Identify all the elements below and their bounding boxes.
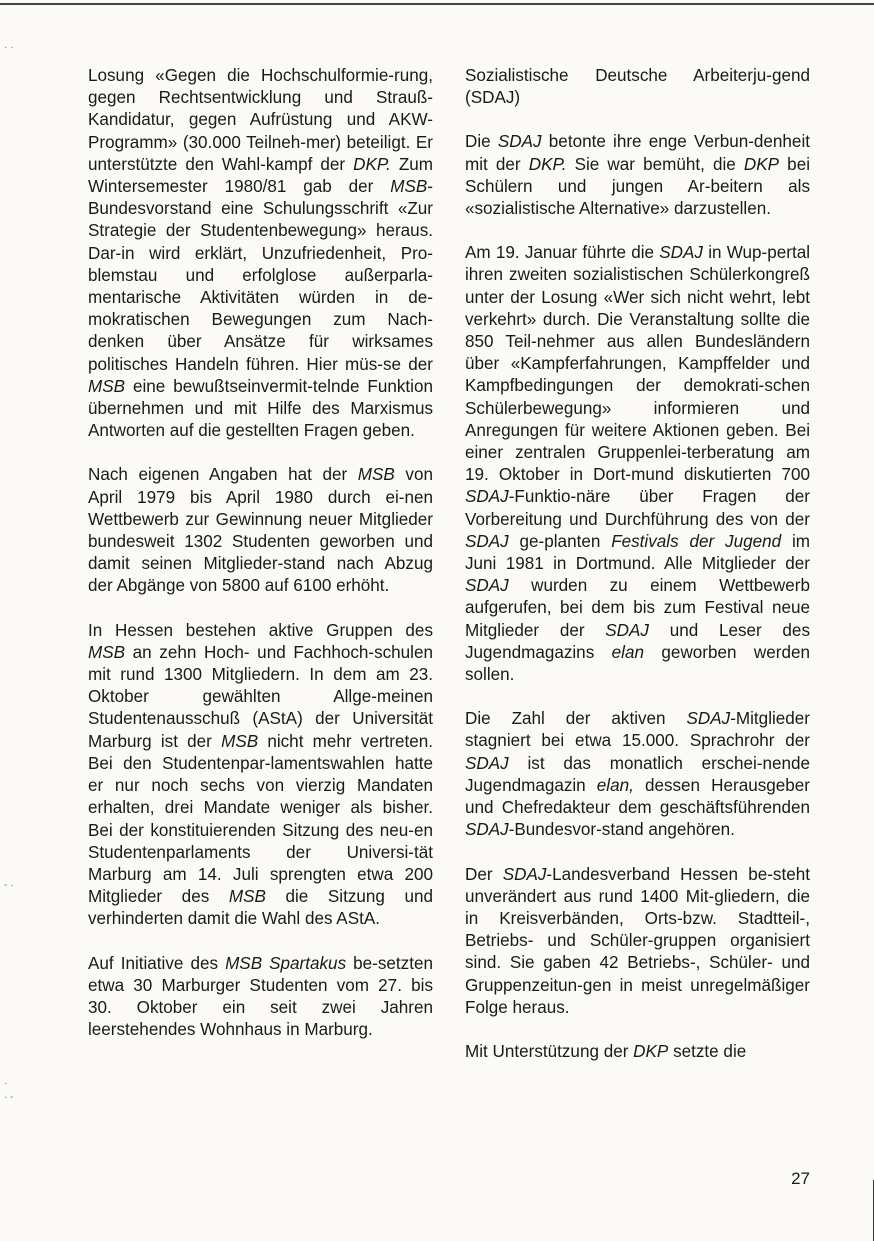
paragraph: Nach eigenen Angaben hat der MSB von April 1979 bis April 1980 durch ei-nen Wettbewerb zur Gewinnung neuer Mitglieder bundesweit 1302 Studenten geworben und damit seinen Mitglieder-stand nach Abzug der Abgänge von 5800 auf 6100 erhöht. (88, 465, 433, 596)
paragraph: Die Zahl der aktiven SDAJ-Mitglieder stagniert bei etwa 15.000. Sprachrohr der SDAJ ist das monatlich erschei-nende Jugendmagazin elan, dessen Herausgeber und Chefredakteur dem geschäftsführenden SDAJ-Bundesvor-stand angehören. (465, 709, 810, 840)
right-column (465, 65, 810, 1085)
scan-speck: - · (4, 880, 14, 891)
paragraph: Auf Initiative des MSB Spartakus be-setzten etwa 30 Marburger Studenten vom 27. bis 30. Oktober ein seit zwei Jahren leerstehendes Wohnhaus in Marburg. (88, 953, 433, 1040)
page-number: 27 (791, 1169, 810, 1188)
paragraph: In Hessen bestehen aktive Gruppen des MSB an zehn Hoch- und Fachhoch-schulen mit rund 1300 Mitgliedern. In dem am 23. Oktober gewählten Allge-meinen Studentenausschuß (AStA) der Universität Marburg ist der MSB nicht mehr vertreten. Bei den Studentenpar-lamentswahlen hatte er nur noch sechs von vierzig Mandaten erhalten, drei Mandate weniger als bisher. Bei der konstituierenden Sitzung des neu-en Studentenparlaments der Universi-tät Marburg am 14. Juli sprengten etwa 200 Mitglieder des MSB die Sitzung und verhinderten damit die Wahl des AStA. (88, 620, 433, 929)
paragraph: Mit Unterstützung der DKP setzte die (465, 1041, 747, 1061)
paragraph: Am 19. Januar führte die SDAJ in Wup-pertal ihren zweiten sozialistischen Schülerkongreß unter der Losung «Wer sich nicht wehrt, lebt verkehrt» durch. Die Veranstaltung sollte die 850 Teil-nehmer aus allen Bundesländern über «Kampferfahrungen, Kampffelder und Kampfbedingungen der demokrati-schen Schülerbewegung» informieren und Anregungen für weitere Aktionen geben. Bei einer zentralen Gruppenlei-terberatung am 19. Oktober in Dort-mund diskutierten 700 SDAJ-Funktio-näre über Fragen der Vorbereitung und Durchführung des von der SDAJ ge-planten Festivals der Jugend im Juni 1981 in Dortmund. Alle Mitglieder der SDAJ wurden zu einem Wettbewerb aufgerufen, bei dem bis zum Festival neue Mitglieder der SDAJ und Leser des Jugendmagazins elan geworben werden sollen. (465, 243, 811, 685)
left-column (88, 65, 433, 1063)
paragraph: Die SDAJ betonte ihre enge Verbun-denheit mit der DKP. Sie war bemüht, die DKP bei Schülern und jungen Ar-beitern als «sozialistische Alternative» darzustellen. (465, 132, 810, 219)
section-heading: Sozialistische Deutsche Arbeiterju-gend (SDAJ) (465, 66, 810, 108)
scan-speck: · · (4, 42, 14, 53)
scan-speck: · (4, 1078, 8, 1089)
paragraph: Der SDAJ-Landesverband Hessen be-steht unverändert aus rund 1400 Mit-gliedern, die in Kreisverbänden, Orts-bzw. Stadtteil-, Betriebs- und Schüler-gruppen organisiert sind. Sie gaben 42 Betriebs-, Schüler- und Gruppenzeitun-gen in meist unregelmäßiger Folge heraus. (465, 864, 810, 1017)
top-rule (0, 3, 874, 5)
scan-speck: · - (4, 1092, 14, 1103)
paragraph: Losung «Gegen die Hochschulformie-rung, gegen Rechtsentwicklung und Strauß-Kandidatur, gegen Aufrüstung und AKW-Programm» (30.000 Teilneh-mer) beteiligt. Er unterstützte den Wahl-kampf der DKP. Zum Wintersemester 1980/81 gab der MSB-Bundesvorstand eine Schulungsschrift «Zur Strategie der Studentenbewegung» heraus. Dar-in wird erklärt, Unzufriedenheit, Pro-blemstau und erfolglose außerparla-mentarische Aktivitäten würden in de-mokratischen Bewegungen zum Nach-denken über Ansätze für wirksames politisches Handeln führen. Hier müs-se der MSB eine bewußtseinvermit-telnde Funktion übernehmen und mit Hilfe des Marxismus Antworten auf die gestellten Fragen geben. (88, 66, 434, 441)
